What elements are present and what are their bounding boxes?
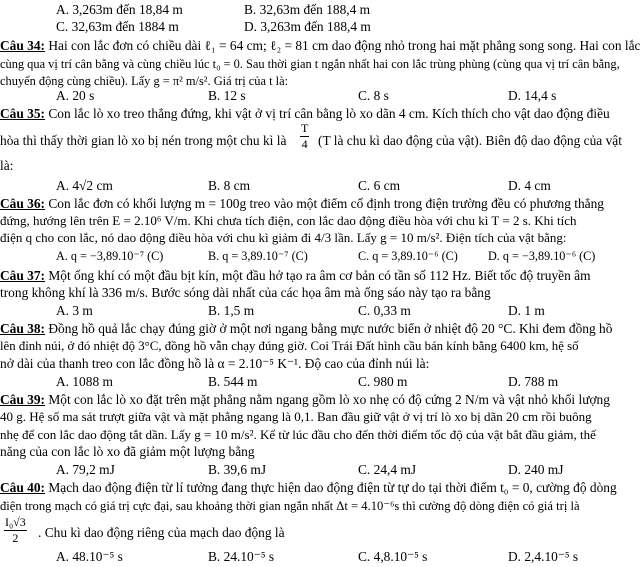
q33-option-d: D. 3,263m đến 188,4 m: [244, 19, 371, 34]
q40-text-1: Mạch dao động điện từ lí tưởng đang thực hiện dao động điện từ tự do tại thời điểm t₀ = 0, cường độ dòng: [45, 480, 617, 495]
q35-text-1: Con lắc lò xo treo thẳng đứng, khi vật ở vị trí cân bằng lò xo dãn 4 cm. Kích thích cho vật dao động điều: [45, 106, 610, 121]
q40-label: Câu 40:: [0, 480, 46, 495]
q40-fraction-numerator: I₀√3: [5, 515, 26, 529]
q40-option-c: C. 4,8.10⁻⁵ s: [358, 549, 428, 564]
q38-option-c: C. 980 m: [358, 374, 408, 389]
q39-line-4: năng của con lắc lò xo đã giảm một lượng bằng: [0, 444, 255, 459]
q33-option-b: B. 32,63m đến 188,4 m: [244, 2, 371, 17]
q37-option-c: C. 0,33 m: [358, 303, 411, 318]
q40-option-b: B. 24.10⁻⁵ s: [208, 549, 275, 564]
q34-option-b: B. 12 s: [208, 88, 246, 103]
q37-option-a: A. 3 m: [56, 303, 93, 318]
q40-line-3: . Chu kì dao động riêng của mạch dao động là: [38, 525, 285, 540]
q38-line-1: [0, 321, 612, 337]
q34-option-d: D. 14,4 s: [508, 88, 557, 103]
q35-option-d: D. 4 cm: [508, 178, 551, 193]
q35-option-b: B. 8 cm: [208, 178, 251, 193]
q35-option-c: C. 6 cm: [358, 178, 401, 193]
q39-option-d: D. 240 mJ: [508, 462, 564, 477]
q39-line-1: [0, 392, 610, 408]
q40-option-a: A. 48.10⁻⁵ s: [56, 549, 123, 564]
q34-line-2: cùng qua vị trí cân bằng và cùng chiều lúc t₀ = 0. Sau thời gian t ngắn nhất hai con lắc trùng phùng (cùng qua vị trí cân bằng,: [0, 57, 620, 71]
q36-line-1: [0, 196, 604, 212]
q33-option-a: A. 3,263m đến 18,84 m: [56, 2, 183, 17]
q34-option-a: A. 20 s: [56, 88, 95, 103]
q40-fraction-denominator: 2: [12, 531, 19, 545]
q38-text-1: Đồng hồ quả lắc chạy đúng giờ ở một nơi ngang bằng mực nước biển ở nhiệt độ 20 °C. Khi đem đồng hồ: [45, 321, 613, 336]
q35-option-a: A. 4√2 cm: [56, 178, 113, 193]
q38-option-a: A. 1088 m: [56, 374, 113, 389]
q35-fraction: [300, 121, 309, 152]
q39-line-3: nhẹ để con lắc dao động tắt dần. Lấy g = 10 m/s². Kể từ lúc đầu cho đến thời điểm tốc độ của vật bắt đầu giảm, thế: [0, 427, 596, 442]
q34-line-1: [0, 38, 640, 54]
q38-line-2: lên đỉnh núi, ở đó nhiệt độ 3°C, đồng hồ vẫn chạy đúng giờ. Coi Trái Đất hình cầu bán kính bằng 6400 km, hệ số: [0, 339, 579, 353]
q36-option-a: A. q = −3,89.10⁻⁷ (C): [56, 249, 164, 263]
q34-label: Câu 34:: [0, 38, 46, 53]
q33-option-c: C. 32,63m đến 1884 m: [56, 19, 179, 34]
q38-option-d: D. 788 m: [508, 374, 559, 389]
q35-fraction-numerator: T: [301, 121, 309, 135]
q36-text-1: Con lắc đơn có khối lượng m = 100g treo vào một điểm cố định trong điện trường đều có phương thẳng: [45, 196, 604, 211]
q35-line-2b: (T là chu kì dao động của vật). Biên độ dao động của vật: [318, 133, 622, 148]
q39-label: Câu 39:: [0, 392, 46, 407]
q40-line-2: điện trong mạch có giá trị cực đại, sau khoảng thời gian ngắn nhất Δt = 4.10⁻⁶s thì cường độ dòng điện có giá trị là: [0, 499, 580, 513]
q36-option-b: B. q = 3,89.10⁻⁷ (C): [208, 249, 308, 263]
q37-option-b: B. 1,5 m: [208, 303, 255, 318]
q35-line-3: là:: [0, 158, 14, 173]
q37-label: Câu 37:: [0, 268, 46, 283]
q35-line-1: [0, 106, 610, 122]
q36-option-c: C. q = 3,89.10⁻⁶ (C): [358, 249, 458, 263]
q35-line-2a: hòa thì thấy thời gian lò xo bị nén trong một chu kì là: [0, 133, 287, 148]
q36-line-2: đứng, hướng lên trên E = 2.10⁶ V/m. Khi chưa tích điện, con lắc dao động điều hòa với chu kì T = 2 s. Khi tích: [0, 213, 577, 228]
q39-option-a: A. 79,2 mJ: [56, 462, 115, 477]
q35-label: Câu 35:: [0, 106, 46, 121]
q38-label: Câu 38:: [0, 321, 46, 336]
q37-option-d: D. 1 m: [508, 303, 545, 318]
q39-option-c: C. 24,4 mJ: [358, 462, 417, 477]
q37-line-2: trong không khí là 336 m/s. Bước sóng dài nhất của các họa âm mà ống sáo này tạo ra bằng: [0, 285, 491, 300]
q34-line-3: chuyển động cùng chiều). Lấy g = π² m/s². Giá trị của t là:: [0, 74, 289, 88]
q39-text-1: Một con lắc lò xo đặt trên mặt phẳng nằm ngang gồm lò xo nhẹ có độ cứng 2 N/m và vật nhỏ khối lượng: [45, 392, 610, 407]
q40-line-1: [0, 480, 617, 496]
q36-option-d: D. q = −3,89.10⁻⁶ (C): [488, 249, 596, 263]
q37-line-1: [0, 268, 590, 284]
q37-text-1: Một ống khí có một đầu bịt kín, một đầu hở tạo ra âm cơ bản có tần số 112 Hz. Biết tốc độ truyền âm: [45, 268, 591, 283]
q40-option-d: D. 2,4.10⁻⁵ s: [508, 549, 579, 564]
q40-fraction: [4, 515, 27, 546]
q38-line-3: nở dài của thanh treo con lắc đồng hồ là α = 2.10⁻⁵ K⁻¹. Độ cao của đỉnh núi là:: [0, 356, 430, 371]
q35-fraction-denominator: 4: [301, 137, 308, 151]
q39-option-b: B. 39,6 mJ: [208, 462, 267, 477]
q36-line-3: điện q cho con lắc, nó dao động điều hòa với chu kì giảm đi 4/3 lần. Lấy g = 10 m/s². Điện tích của vật bằng:: [0, 230, 567, 245]
q34-option-c: C. 8 s: [358, 88, 389, 103]
q38-option-b: B. 544 m: [208, 374, 258, 389]
q34-text-1: Hai con lắc đơn có chiều dài ℓ₁ = 64 cm; ℓ₂ = 81 cm dao động nhỏ trong hai mặt phẳng song song. Hai con lắc: [45, 38, 640, 53]
q39-line-2: 40 g. Hệ số ma sát trượt giữa vật và mặt phẳng ngang là 0,1. Ban đầu giữ vật ở vị trí lò xo bị dãn 20 cm rồi buông: [0, 409, 592, 424]
q36-label: Câu 36:: [0, 196, 46, 211]
